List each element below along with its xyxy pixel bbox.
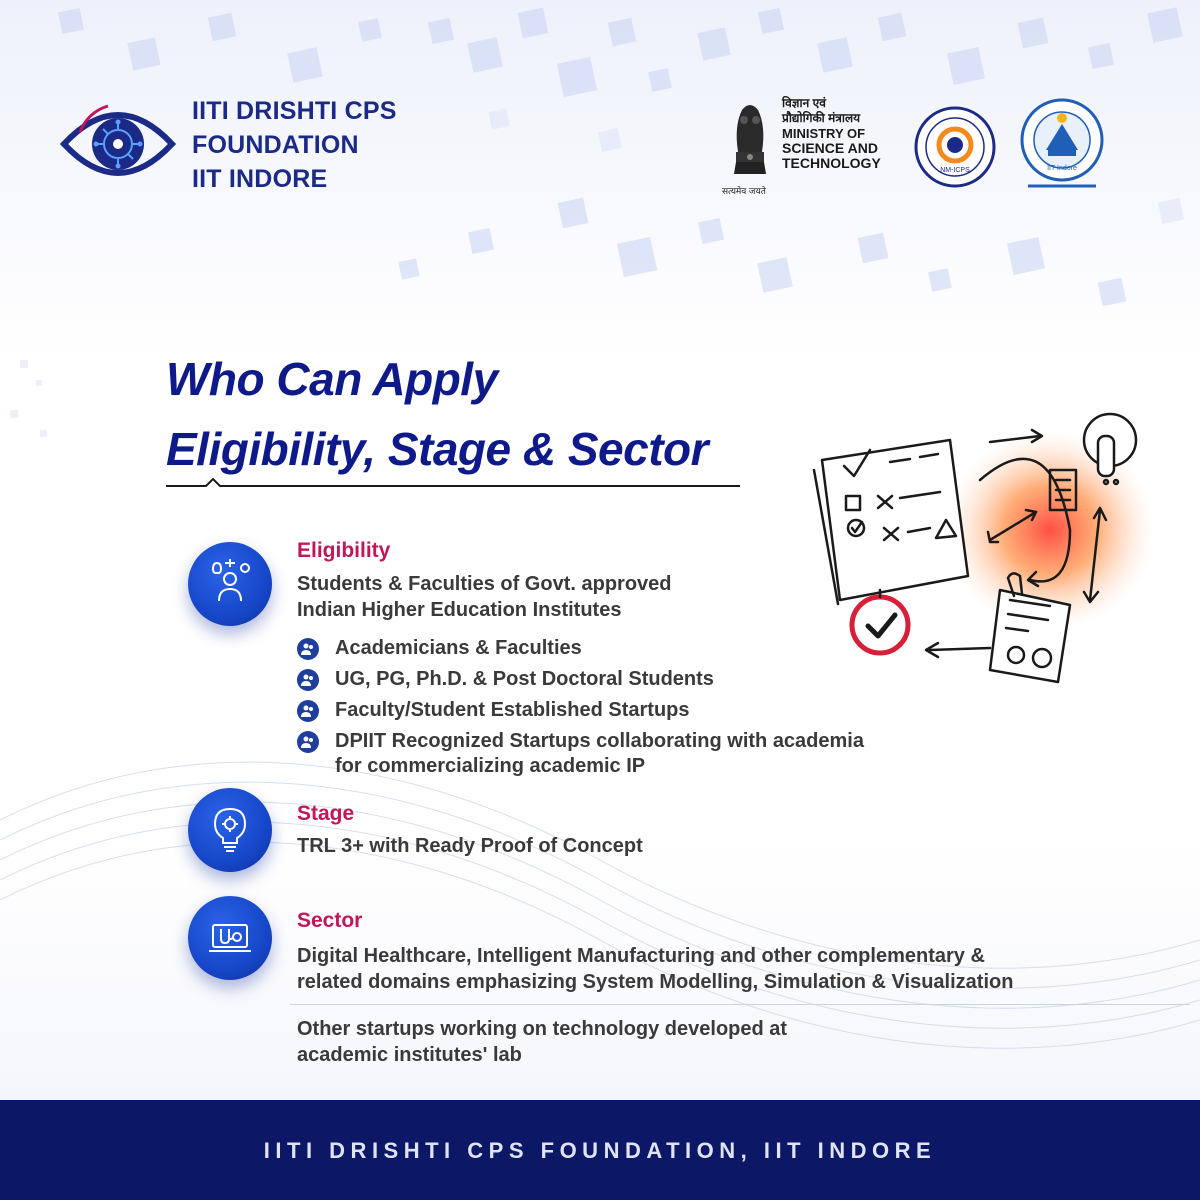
- partner-logos: [718, 92, 1148, 202]
- eligibility-heading: Eligibility: [297, 539, 391, 562]
- nm-icps-label: NM-ICPS: [940, 167, 970, 174]
- ministry-en-line-1: MINISTRY OF: [782, 126, 866, 141]
- eligibility-body-line-1: Students & Faculties of Govt. approved: [297, 573, 672, 595]
- list-item: [297, 698, 864, 723]
- people-icon: [297, 731, 319, 753]
- sector-heading: Sector: [297, 909, 363, 932]
- eligibility-icon-badge: [188, 542, 272, 626]
- bullet-text: Academicians & Faculties: [335, 637, 582, 659]
- iit-indore-label: IIT Indore: [1047, 165, 1077, 172]
- list-item: [297, 636, 864, 661]
- stage-heading: Stage: [297, 802, 355, 825]
- other-startups-line-1: Other startups working on technology developed at: [297, 1018, 788, 1040]
- ministry-text: [782, 96, 881, 171]
- lightbulb-gears-icon: [205, 805, 255, 855]
- sector-body-line-2: related domains emphasizing System Modelling, Simulation & Visualization: [297, 971, 1014, 993]
- section-divider: [290, 1004, 1190, 1005]
- eligibility-body-line-2: Indian Higher Education Institutes: [297, 599, 622, 621]
- other-startups-line-2: academic institutes' lab: [297, 1044, 522, 1066]
- brand-name-line-2: FOUNDATION: [192, 130, 359, 159]
- ministry-hindi-line-2: प्रौद्योगिकी मंत्रालय: [782, 111, 861, 125]
- ashoka-emblem-icon: [724, 96, 776, 182]
- people-icon: [297, 669, 319, 691]
- brand-name-line-3: IIT INDORE: [192, 164, 328, 193]
- ministry-en-line-3: TECHNOLOGY: [782, 155, 881, 171]
- list-item: [297, 729, 864, 779]
- bullet-text: Faculty/Student Established Startups: [335, 699, 690, 721]
- people-icon: [297, 700, 319, 722]
- iit-indore-logo: [1018, 94, 1106, 198]
- sector-body-line-1: Digital Healthcare, Intelligent Manufacturing and other complementary &: [297, 945, 985, 967]
- ministry-hindi-line-1: विज्ञान एवं: [782, 96, 826, 110]
- nm-icps-logo: [914, 106, 996, 188]
- title-underline: [166, 478, 740, 494]
- title-line-1: Who Can Apply: [166, 353, 498, 405]
- people-icon: [297, 638, 319, 660]
- bullet-text-continued: for commercializing academic IP: [335, 755, 646, 777]
- ministry-en-line-2: SCIENCE AND: [782, 140, 878, 156]
- eligibility-bullet-list: [297, 636, 864, 785]
- healthcare-laptop-icon: [205, 913, 255, 963]
- page-title: [166, 344, 708, 484]
- brand-name-line-1: IITI DRISHTI CPS: [192, 96, 397, 125]
- drishti-eye-logo: [58, 92, 178, 197]
- sector-icon-badge: [188, 896, 272, 980]
- stage-body: TRL 3+ with Ready Proof of Concept: [297, 835, 643, 857]
- list-item: [297, 667, 864, 692]
- stage-icon-badge: [188, 788, 272, 872]
- brand-block: [58, 92, 397, 197]
- bullet-text: UG, PG, Ph.D. & Post Doctoral Students: [335, 668, 714, 690]
- footer-text: IITI DRISHTI CPS FOUNDATION, IIT INDORE: [263, 1138, 937, 1163]
- emblem-motto: सत्यमेव जयते: [722, 186, 766, 196]
- person-ideas-icon: [205, 559, 255, 609]
- title-line-2: Eligibility, Stage & Sector: [166, 423, 709, 475]
- bullet-text: DPIIT Recognized Startups collaborating with academia: [335, 730, 864, 752]
